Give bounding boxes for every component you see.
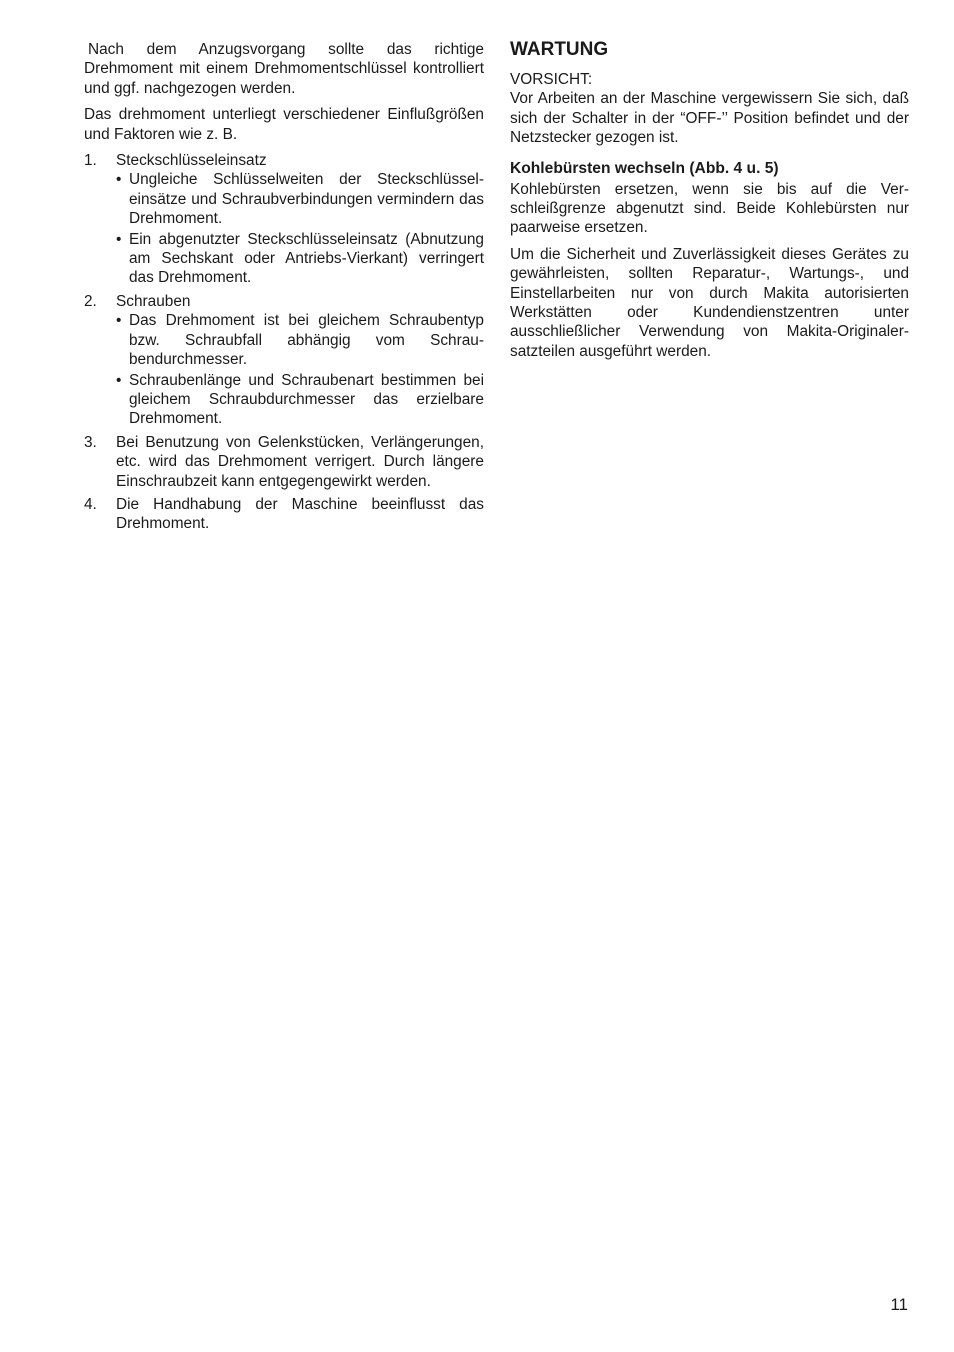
paragraph-authorized-service: Um die Sicherheit und Zuverlässigkeit dieses Gerätes zu gewährleisten, sollten Reparatur-, Wartungs-, und Einstellarbeiten nur von durch Makita autorisierten Werkstätten oder Kundendienstzentren unter ausschließlicher Verwendung von Makita-Originalersatzteilen ausgeführt werden. — [510, 245, 909, 360]
factor-bullets — [116, 170, 484, 287]
factor-title: Steckschlüsseleinsatz — [116, 152, 267, 170]
factor-title: Die Handhabung der Maschine beeinflusst das Drehmoment. — [116, 495, 484, 533]
bullet-text: Schraubenlänge und Schraubenart bestimmen bei gleichem Schraubdurchmesser das erzielbare Drehmoment. — [129, 371, 484, 428]
factor-title: Bei Benutzung von Gelenkstücken, Verlängerungen, etc. wird das Drehmoment verrigert. Durch längere Einschraubzeit kann entgegengewirkt werden. — [116, 433, 484, 490]
factor-item-handling — [84, 495, 484, 534]
bullet-text: Ungleiche Schlüsselweiten der Steckschlüsseleinsätze und Schraubverbindungen vermindern das Drehmoment. — [129, 171, 484, 228]
caution-label: VORSICHT: — [510, 71, 593, 88]
factor-number: 2. — [84, 292, 97, 310]
factor-number: 1. — [84, 152, 97, 170]
bullet-text: Das Drehmoment ist bei gleichem Schraubentyp bzw. Schraubfall abhängig vom Schraubendurchmesser. — [129, 312, 484, 369]
bullet-text: Ein abgenutzter Steckschlüsseleinsatz (Abnutzung am Sechskant oder Antriebs-Vierkant) verringert das Drehmoment. — [129, 230, 484, 287]
bullet-icon: • — [116, 230, 122, 248]
section-heading-maintenance: WARTUNG — [510, 39, 609, 60]
caution-text: Vor Arbeiten an der Maschine vergewissern Sie sich, daß sich der Schalter in der “OFF-’’ Position befindet und der Netzstecker gezogen ist. — [510, 90, 909, 147]
factor-title: Schrauben — [116, 292, 191, 310]
left-column — [84, 38, 484, 538]
bullet-icon: • — [116, 312, 122, 330]
page-number: 11 — [890, 1295, 908, 1314]
bullet-item — [116, 170, 484, 228]
subheading-carbon-brushes: Kohlebürsten wechseln (Abb. 4 u. 5) — [510, 159, 779, 177]
bullet-icon: • — [116, 171, 122, 189]
factor-number: 3. — [84, 433, 97, 451]
bullet-item — [116, 371, 484, 429]
paragraph-replace-brushes: Kohlebürsten ersetzen, wenn sie bis auf die Verschleißgrenze abgenutzt sind. Beide Kohlebürsten nur paarweise ersetzen. — [510, 180, 909, 237]
factor-item-socket — [84, 151, 484, 288]
intro-paragraph-influences: Das drehmoment unterliegt verschiedener Einflußgrößen und Faktoren wie z. B. — [84, 106, 484, 143]
factor-number: 4. — [84, 495, 97, 513]
factor-item-joints — [84, 433, 484, 491]
right-column — [510, 38, 909, 368]
bullet-item — [116, 311, 484, 369]
factor-bullets — [116, 311, 484, 428]
factor-item-screws — [84, 292, 484, 429]
bullet-icon: • — [116, 371, 122, 389]
intro-paragraph-torque-check: Nach dem Anzugsvorgang sollte das richtige Drehmoment mit einem Drehmomentschlüssel kontrolliert und ggf. nachgezogen werden. — [84, 41, 484, 97]
torque-factors-list — [84, 151, 484, 534]
bullet-item — [116, 230, 484, 288]
